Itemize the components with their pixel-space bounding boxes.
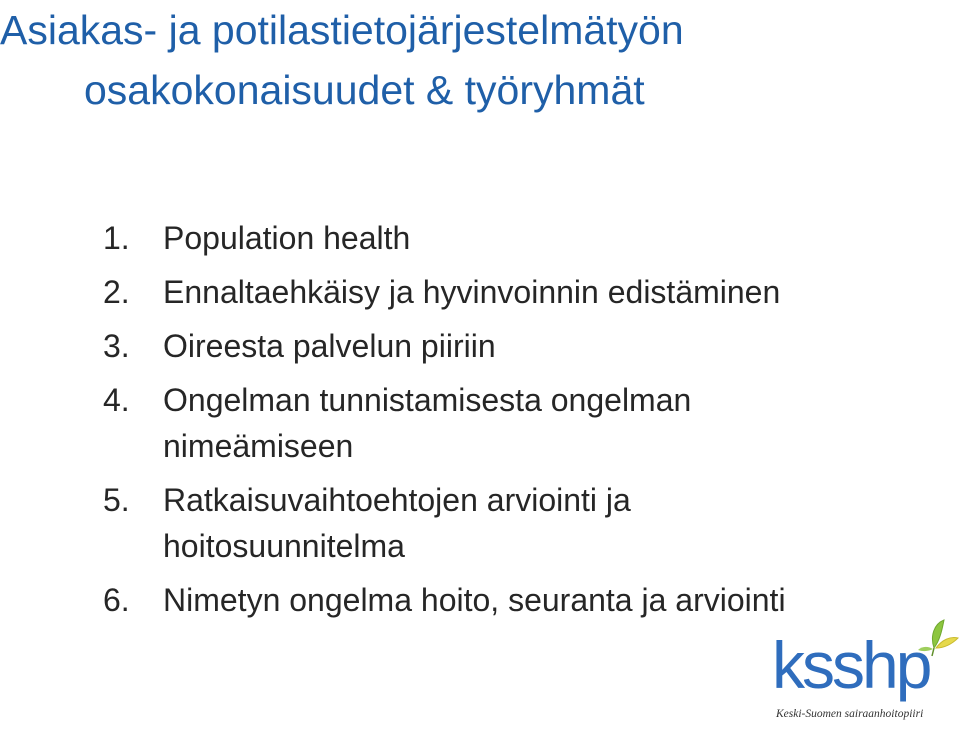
list-item-text-line-2: hoitosuunnitelma <box>163 528 405 564</box>
logo-wordmark: ksshp <box>772 628 930 702</box>
topic-list <box>0 211 940 627</box>
list-item-text-line-1: Ratkaisuvaihtoehtojen arviointi ja <box>163 482 631 518</box>
title-line-2: osakokonaisuudet & työryhmät <box>84 67 645 113</box>
list-item-text-line-2: nimeämiseen <box>163 428 354 464</box>
list-item-number: 4. <box>103 382 130 418</box>
list-item <box>0 373 940 473</box>
list-item-number: 5. <box>103 482 130 518</box>
list-item-text: Ennaltaehkäisy ja hyvinvoinnin edistäminen <box>163 274 781 310</box>
page-title <box>0 0 940 120</box>
logo-subtitle: Keski-Suomen sairaanhoitopiiri <box>776 708 924 720</box>
list-item <box>0 265 940 319</box>
list-item-text: Population health <box>163 220 411 256</box>
list-item-number: 1. <box>103 220 130 256</box>
list-item <box>0 211 940 265</box>
list-item-text-line-1: Ongelman tunnistamisesta ongelman <box>163 382 692 418</box>
list-item-number: 2. <box>103 274 130 310</box>
list-item-text <box>163 473 940 573</box>
list-item-text <box>163 373 940 473</box>
list-item <box>0 319 940 373</box>
list-item <box>0 473 940 573</box>
list-item-text: Nimetyn ongelma hoito, seuranta ja arviointi <box>163 582 786 618</box>
list-item-number: 6. <box>103 582 130 618</box>
list-item-text: Oireesta palvelun piiriin <box>163 328 496 364</box>
title-line-1: Asiakas- ja potilastietojärjestelmätyön <box>0 7 684 53</box>
list-item-number: 3. <box>103 328 130 364</box>
ksshp-logo <box>770 618 960 731</box>
